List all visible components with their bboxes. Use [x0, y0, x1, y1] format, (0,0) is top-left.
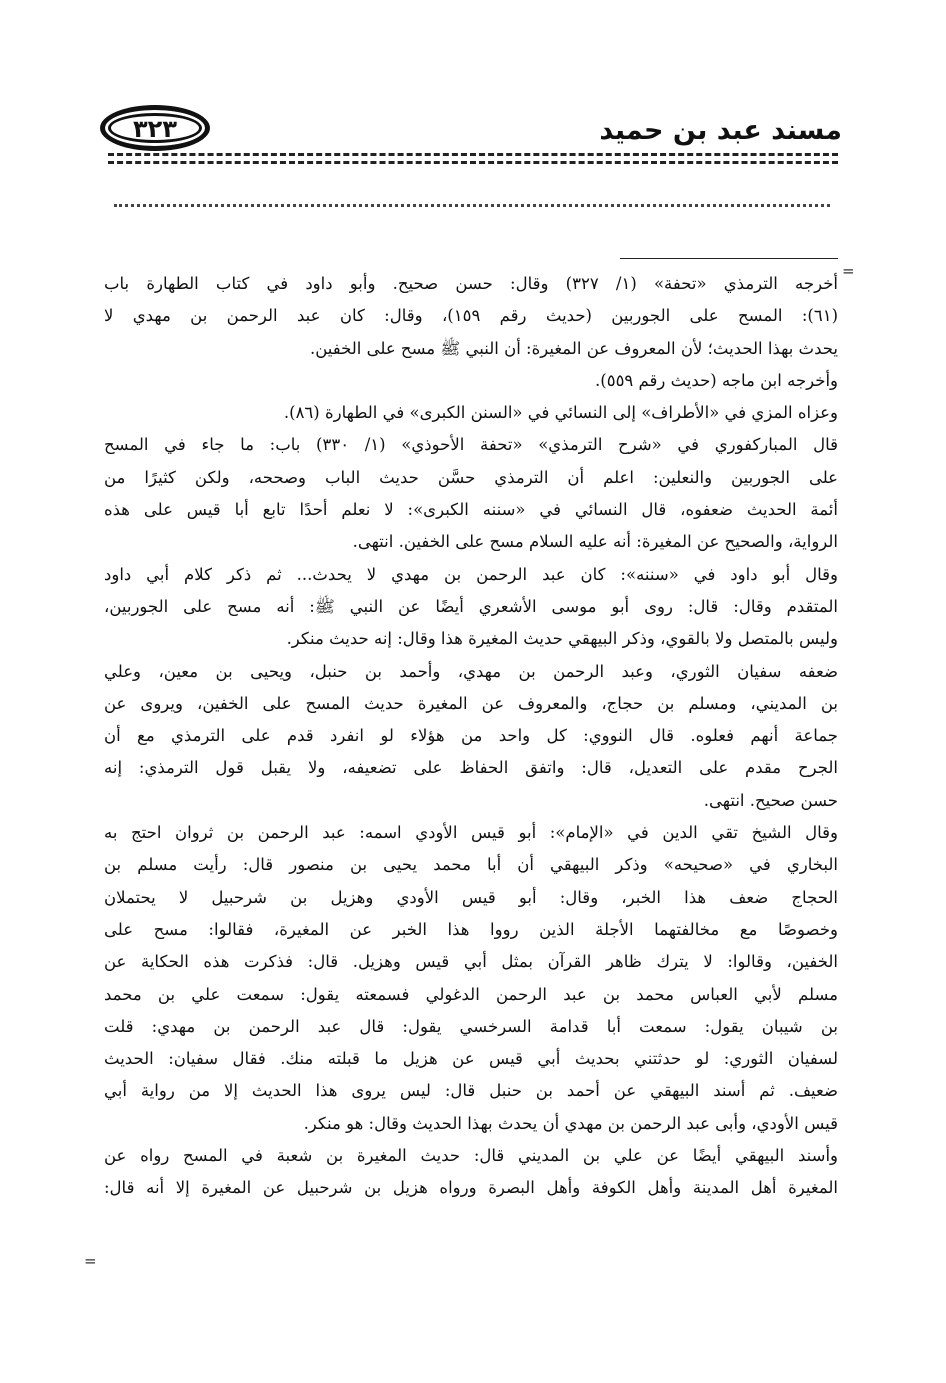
continuation-marker-bottom: =	[84, 1252, 97, 1270]
text-line: المتقدم وقال: قال: روى أبو موسى الأشعري أيضًا عن النبي ﷺ: أنه مسح على الجوربين،	[104, 596, 838, 616]
text-line: لسفيان الثوري: لو حدثتني بحديث أبي قيس عن هزيل ما قبلته منك. فقال سفيان: الحديث	[104, 1049, 838, 1069]
dotted-separator	[114, 204, 830, 207]
footnote-rule	[620, 258, 838, 259]
text-line: على الجوربين والنعلين: اعلم أن الترمذي حسَّن حديث الباب وصححه، ولكن كثيرًا من	[104, 467, 838, 487]
text-line: وأسند البيهقي أيضًا عن علي بن المديني قال: حديث المغيرة بن شعبة في المسح رواه عن	[104, 1146, 838, 1166]
text-line: المغيرة أهل المدينة وأهل الكوفة وأهل البصرة ورواه هزيل بن شرحبيل عن المغيرة إلا أنه قال:	[104, 1178, 838, 1198]
text-line: أئمة الحديث ضعفوه، قال النسائي في «سننه الكبرى»: لا نعلم أحدًا تابع أبا قيس على هذه	[104, 500, 838, 520]
text-line: وقال الشيخ تقي الدين في «الإمام»: أبو قيس الأودي اسمه: عبد الرحمن بن ثروان احتج به	[104, 823, 838, 843]
text-line: (٦١): المسح على الجوربين (حديث رقم ١٥٩)، وقال: كان عبد الرحمن بن مهدي لا	[104, 306, 838, 326]
text-line: حسن صحيح. انتهى.	[703, 790, 838, 810]
text-line: الرواية، والصحيح عن المغيرة: أنه عليه السلام مسح على الخفين. انتهى.	[352, 532, 838, 552]
page-number: ٣٢٣	[133, 115, 177, 143]
text-line: بن شيبان يقول: سمعت أبا قدامة السرخسي يقول: قال عبد الرحمن بن مهدي: قلت	[104, 1016, 838, 1036]
text-line: أخرجه الترمذي «تحفة» (١/ ٣٢٧) وقال: حسن صحيح. وأبو داود في كتاب الطهارة باب	[104, 274, 838, 293]
text-line: وعزاه المزي في «الأطراف» إلى النسائي في «السنن الكبرى» في الطهارة (٨٦).	[283, 403, 838, 423]
text-line: الحجاج ضعف هذا الخبر، وقال: أبو قيس الأودي وهزيل بن شرحبيل لا يحتملان	[104, 887, 838, 907]
text-line: بن المديني، ومسلم بن حجاج، والمعروف عن المغيرة حديث المسح على الخفين، ويروى عن	[104, 693, 838, 713]
text-line: وقال أبو داود في «سننه»: كان عبد الرحمن بن مهدي لا يحدث... ثم ذكر كلام أبي داود	[104, 564, 838, 584]
text-line: وخصوصًا مع مخالفتهما الأجلة الذين رووا هذا الخبر عن المغيرة، فقالوا: مسح على	[104, 919, 838, 939]
text-line: الجرح مقدم على التعديل، قال: واتفق الحفاظ على تضعيفه، ولا يقبل قول الترمذي: إنه	[104, 758, 838, 778]
page-number-badge	[100, 105, 210, 151]
text-line: قيس الأودي، وأبى عبد الرحمن بن مهدي أن يحدث بهذا الحديث وقال: هو منكر.	[303, 1113, 838, 1133]
text-line: جماعة أنهم فعلوه. قال النووي: كل واحد من هؤلاء لو انفرد قدم على الترمذي مع أن	[104, 726, 838, 746]
text-line: وأخرجه ابن ماجه (حديث رقم ٥٥٩).	[595, 370, 838, 390]
text-line: مسلم لأبي العباس محمد بن عبد الرحمن الدغولي فسمعته يقول: سمعت علي بن محمد	[104, 984, 838, 1004]
text-line: البخاري في «صحيحه» وذكر البيهقي أن أبا محمد يحيى بن منصور قال: رأيت مسلم بن	[104, 855, 838, 875]
header-rule-bottom	[108, 161, 838, 164]
text-line: ضعيف. ثم أسند البيهقي عن أحمد بن حنبل قال: ليس يروى هذا الحديث إلا من رواية أبي	[104, 1081, 838, 1101]
header-rule-top	[108, 153, 838, 156]
text-line: يحدث بهذا الحديث؛ لأن المعروف عن المغيرة: أن النبي ﷺ مسح على الخفين.	[309, 338, 838, 358]
text-line: ضعفه سفيان الثوري، وعبد الرحمن بن مهدي، وأحمد بن حنبل، ويحيى بن معين، وعلي	[104, 661, 838, 681]
text-line: الخفين، وقالوا: لا يترك ظاهر القرآن بمثل أبي قيس وهزيل. قال: فذكرت هذه الحكاية عن	[104, 952, 838, 972]
text-line: وليس بالمتصل ولا بالقوي، وذكر البيهقي حديث المغيرة هذا وقال: إنه حديث منكر.	[286, 629, 838, 649]
book-title: مسند عبد بن حميد	[599, 115, 842, 146]
text-line: قال المباركفوري في «شرح الترمذي» «تحفة الأحوذي» (١/ ٣٣٠) باب: ما جاء في المسح	[104, 435, 838, 455]
continuation-marker-top: =	[842, 262, 855, 280]
footnote-text	[104, 268, 838, 1205]
